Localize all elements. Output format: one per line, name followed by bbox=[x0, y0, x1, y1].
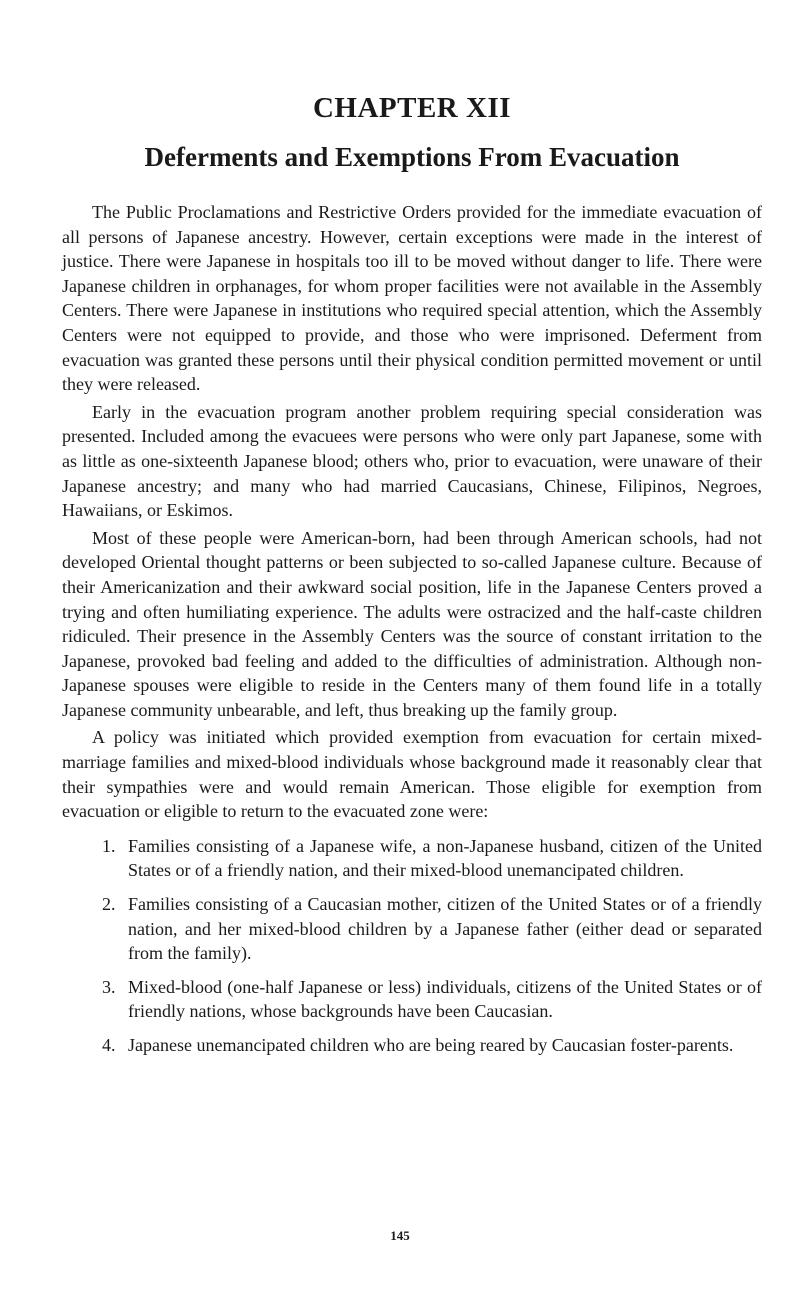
paragraph: The Public Proclamations and Restrictive Orders provided for the immediate evacuation of all persons of Japanese ancestry. However, certain exceptions were made in the interest of justice. There were Japanese in hospitals too ill to be moved without danger to life. There were Japanese children in orphanages, for whom proper facilities were not available in the Assembly Centers. There were Japanese in institutions who required special attention, which the Assembly Centers were not equipped to provide, and those who were imprisoned. Deferment from evacuation was granted these persons until their physical condition permitted movement or until they were released. bbox=[62, 202, 762, 395]
list-item-number: 2. bbox=[102, 894, 116, 915]
list-item-text: Families consisting of a Japanese wife, a non-Japanese husband, citizen of the United States or of a friendly nation, and their mixed-blood unemancipated children. bbox=[128, 835, 762, 881]
list-item-text: Families consisting of a Caucasian mother, citizen of the United States or of a friendly nation, and her mixed-blood children by a Japanese father (either dead or separated from the family). bbox=[128, 894, 762, 964]
list-item-number: 3. bbox=[102, 976, 116, 997]
list-item bbox=[62, 975, 762, 1024]
document-page bbox=[62, 88, 762, 1067]
list-item-number: 1. bbox=[102, 835, 116, 856]
chapter-subtitle: Deferments and Exemptions From Evacuation bbox=[144, 142, 680, 172]
paragraph: Most of these people were American-born, had been through American schools, had not developed Oriental thought patterns or been subjected to so-called Japanese culture. Because of their Americanization and their awkward social position, life in the Japanese Centers proved a trying and often humiliating experience. The adults were ostracized and the half-caste children ridiculed. Their presence in the Assembly Centers was the source of constant irritation to the Japanese, provoked bad feeling and added to the difficulties of administration. Although non-Japanese spouses were eligible to reside in the Centers many of them found life in a totally Japanese community unbearable, and left, thus breaking up the family group. bbox=[62, 527, 762, 720]
eligibility-list bbox=[62, 834, 762, 1058]
list-item bbox=[62, 1033, 762, 1058]
list-item-text: Mixed-blood (one-half Japanese or less) individuals, citizens of the United States or of friendly nations, whose backgrounds have been Caucasian. bbox=[128, 976, 762, 1022]
list-item-number: 4. bbox=[102, 1035, 116, 1055]
list-item bbox=[62, 834, 762, 883]
list-item-text: Japanese unemancipated children who are being reared by Caucasian foster-parents. bbox=[128, 1035, 734, 1055]
body-text bbox=[62, 200, 762, 1058]
paragraph: A policy was initiated which provided exemption from evacuation for certain mixed-marriage families and mixed-blood individuals whose background made it reasonably clear that their sympathies were and would remain American. Those eligible for exemption from evacuation or eligible to return to the evacuated zone were: bbox=[62, 727, 762, 822]
list-item bbox=[62, 892, 762, 966]
chapter-title: CHAPTER XII bbox=[312, 92, 512, 124]
page-number: 145 bbox=[390, 1228, 410, 1243]
paragraph: Early in the evacuation program another problem requiring special consideration was presented. Included among the evacuees were persons who were only part Japanese, some with as little as one-sixteenth Japanese blood; others who, prior to evacuation, were unaware of their Japanese ancestry; and many who had married Caucasians, Chinese, Filipinos, Negroes, Hawaiians, or Eskimos. bbox=[62, 401, 762, 521]
